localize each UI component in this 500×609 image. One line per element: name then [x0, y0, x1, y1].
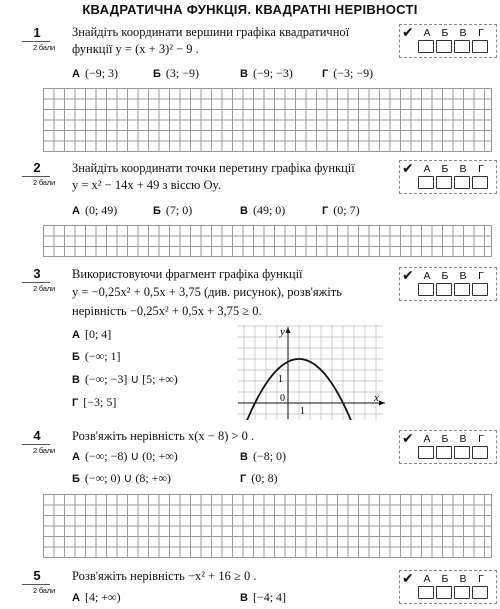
- answer-cell-b[interactable]: [436, 446, 452, 459]
- task-3-answer-box[interactable]: [402, 270, 494, 298]
- answer-letter-a: А: [423, 433, 431, 445]
- task-5-option-v[interactable]: В [−4; 4]: [240, 590, 287, 604]
- task-2-option-b[interactable]: Б (7; 0): [153, 203, 193, 217]
- answer-letter-b: Б: [441, 573, 449, 585]
- task-1-question-line2: функції y = (x + 3)² − 9 .: [72, 42, 199, 56]
- check-icon: ✔: [402, 571, 414, 587]
- task-5-question-line1: Розв'яжіть нерівність −x² + 16 ≥ 0 .: [72, 569, 257, 583]
- task-5-option-a[interactable]: А [4; +∞): [72, 590, 121, 604]
- answer-cell-g[interactable]: [472, 176, 488, 189]
- task-1-option-b[interactable]: Б (3; −9): [153, 66, 199, 80]
- task-4-option-a[interactable]: А (−∞; −8) ∪ (0; +∞): [72, 449, 178, 463]
- task-3-question-line1: Використовуючи фрагмент графіка функції: [72, 267, 303, 281]
- graph-origin-label: 0: [280, 393, 285, 404]
- answer-letter-a: А: [423, 270, 431, 282]
- page-title: КВАДРАТИЧНА ФУНКЦІЯ. КВАДРАТНІ НЕРІВНОСТІ: [82, 2, 418, 17]
- answer-cell-b[interactable]: [436, 586, 452, 599]
- task-2-question-line1: Знайдіть координати точки перетину графіка функції: [72, 161, 355, 175]
- check-icon: ✔: [402, 25, 414, 41]
- answer-letter-v: В: [459, 270, 467, 282]
- task-5-answer-box[interactable]: [402, 573, 494, 601]
- task-4-answer-box[interactable]: [402, 433, 494, 461]
- answer-letter-v: В: [459, 163, 467, 175]
- answer-letter-b: Б: [441, 270, 449, 282]
- task-1-option-g[interactable]: Г (−3; −9): [322, 66, 374, 80]
- task-3-points: 2 бали: [24, 284, 64, 293]
- answer-letter-b: Б: [441, 163, 449, 175]
- answer-cell-g[interactable]: [472, 40, 488, 53]
- task-3-option-a[interactable]: А [0; 4]: [72, 327, 112, 341]
- task-4-question-line1: Розв'яжіть нерівність x(x − 8) > 0 .: [72, 429, 255, 443]
- answer-cell-b[interactable]: [436, 283, 452, 296]
- answer-cell-b[interactable]: [436, 40, 452, 53]
- task-1-work-grid[interactable]: [43, 88, 492, 152]
- answer-cell-g[interactable]: [472, 283, 488, 296]
- task-3-option-b[interactable]: Б (−∞; 1]: [72, 349, 121, 363]
- answer-cell-v[interactable]: [454, 176, 470, 189]
- graph-x-tick-label: 1: [300, 406, 305, 417]
- answer-letter-a: А: [423, 573, 431, 585]
- answer-letter-b: Б: [441, 27, 449, 39]
- answer-cell-v[interactable]: [454, 40, 470, 53]
- task-4-work-grid[interactable]: [43, 494, 492, 558]
- task-1-number: 1: [33, 25, 41, 40]
- answer-cell-v[interactable]: [454, 586, 470, 599]
- answer-cell-b[interactable]: [436, 176, 452, 189]
- check-icon: ✔: [402, 161, 414, 177]
- answer-cell-a[interactable]: [418, 40, 434, 53]
- answer-cell-a[interactable]: [418, 446, 434, 459]
- task-1-question-line1: Знайдіть координати вершини графіка квадратичної: [72, 25, 350, 39]
- answer-cell-g[interactable]: [472, 446, 488, 459]
- answer-letter-g: Г: [478, 27, 484, 39]
- task-3-question-line3: нерівність −0,25x² + 0,5x + 3,75 ≥ 0.: [72, 304, 262, 318]
- answer-letter-v: В: [459, 433, 467, 445]
- answer-cell-a[interactable]: [418, 283, 434, 296]
- answer-cell-a[interactable]: [418, 176, 434, 189]
- task-4-option-g[interactable]: Г (0; 8): [240, 471, 278, 485]
- task-2-option-g[interactable]: Г (0; 7): [322, 203, 360, 217]
- graph-y-tick-label: 1: [278, 374, 283, 385]
- task-5-points: 2 бали: [24, 586, 64, 595]
- task-4-points: 2 бали: [24, 446, 64, 455]
- task-3-question-line2: y = −0,25x² + 0,5x + 3,75 (див. рисунок), розв'яжіть: [72, 285, 342, 299]
- answer-cell-v[interactable]: [454, 283, 470, 296]
- answer-letter-b: Б: [441, 433, 449, 445]
- check-icon: ✔: [402, 268, 414, 284]
- answer-letter-a: А: [423, 27, 431, 39]
- task-2-answer-box[interactable]: [402, 163, 494, 191]
- task-3-number: 3: [33, 266, 41, 281]
- task-2-number: 2: [33, 160, 41, 175]
- task-4-option-b[interactable]: Б (−∞; 0) ∪ (8; +∞): [72, 471, 171, 485]
- answer-letter-a: А: [423, 163, 431, 175]
- task-2-work-grid[interactable]: [43, 225, 492, 257]
- task-4-number: 4: [33, 428, 41, 443]
- graph-y-axis-label: y: [280, 326, 285, 338]
- graph-grid: [238, 325, 383, 420]
- answer-letter-v: В: [459, 573, 467, 585]
- task-2-points: 2 бали: [24, 178, 64, 187]
- answer-cell-v[interactable]: [454, 446, 470, 459]
- answer-letter-g: Г: [478, 270, 484, 282]
- task-4-option-v[interactable]: В (−8; 0): [240, 449, 287, 463]
- task-2-option-v[interactable]: В (49; 0): [240, 203, 286, 217]
- task-3-parabola-graph: [238, 325, 388, 420]
- graph-axes: [238, 327, 385, 419]
- check-icon: ✔: [402, 431, 414, 447]
- task-1-option-v[interactable]: В (−9; −3): [240, 66, 293, 80]
- answer-letter-g: Г: [478, 433, 484, 445]
- task-5-number: 5: [33, 568, 41, 583]
- task-2-question-line2: y = x² − 14x + 49 з віссю Oy.: [72, 178, 222, 192]
- task-1-points: 2 бали: [24, 43, 64, 52]
- task-2-option-a[interactable]: А (0; 49): [72, 203, 118, 217]
- task-1-answer-box[interactable]: [402, 27, 494, 55]
- task-3-option-v[interactable]: В (−∞; −3] ∪ [5; +∞): [72, 372, 178, 386]
- answer-cell-g[interactable]: [472, 586, 488, 599]
- answer-letter-g: Г: [478, 573, 484, 585]
- answer-letter-v: В: [459, 27, 467, 39]
- task-3-option-g[interactable]: Г [−3; 5]: [72, 395, 117, 409]
- task-1-option-a[interactable]: А (−9; 3): [72, 66, 119, 80]
- answer-letter-g: Г: [478, 163, 484, 175]
- answer-cell-a[interactable]: [418, 586, 434, 599]
- graph-x-axis-label: x: [374, 392, 379, 404]
